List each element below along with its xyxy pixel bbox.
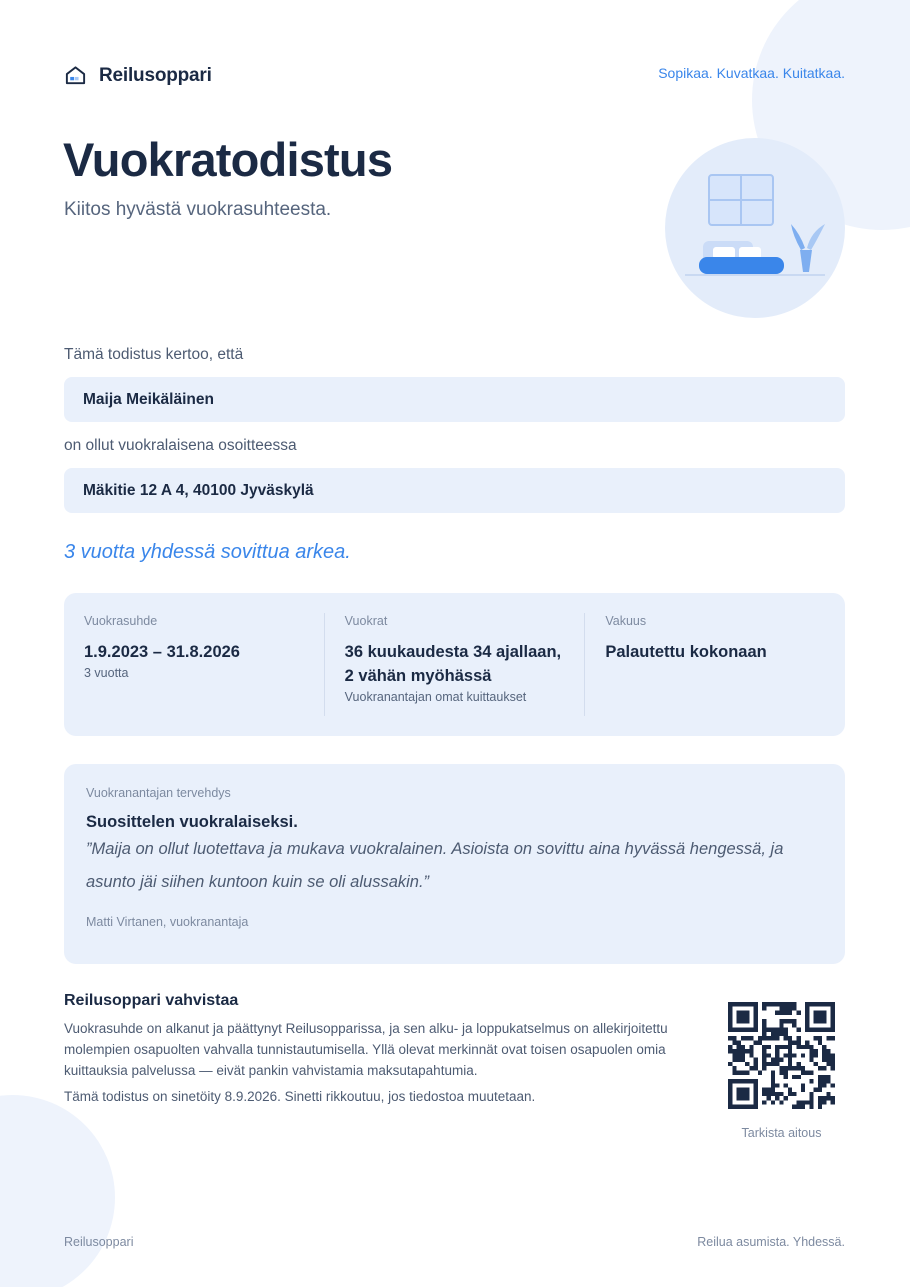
intro-text: Tämä todistus kertoo, että [64, 346, 244, 363]
room-illustration [665, 138, 845, 318]
footer-slogan: Reilua asumista. Yhdessä. [697, 1235, 845, 1249]
brand-logo [64, 64, 212, 87]
stats-panel [64, 593, 845, 736]
page-title: Vuokratodistus [63, 133, 393, 186]
stat-rents [324, 613, 585, 716]
decorative-circle-bottom-left [0, 1095, 115, 1287]
address-intro-text: on ollut vuokralaisena osoitteessa [64, 437, 297, 454]
landlord-greeting-panel [64, 764, 845, 964]
stat-value: 1.9.2023 – 31.8.2026 [84, 643, 240, 661]
qr-code[interactable] [728, 1002, 835, 1109]
window-icon [709, 175, 773, 225]
greeting-signature: Matti Virtanen, vuokranantaja [86, 915, 249, 929]
stat-note: Vuokranantajan omat kuittaukset [344, 690, 527, 704]
greeting-headline: Suosittelen vuokralaiseksi. [86, 813, 298, 831]
stat-value: 36 kuukaudesta 34 ajallaan, 2 vähän myöhässä [344, 643, 562, 685]
footer-brand: Reilusoppari [64, 1235, 134, 1249]
brand-name: Reilusoppari [99, 64, 212, 86]
header-tagline: Sopikaa. Kuvatkaa. Kuitatkaa. [658, 65, 845, 81]
greeting-label: Vuokranantajan tervehdys [86, 786, 231, 800]
stat-label: Vakuus [605, 614, 647, 628]
greeting-quote: ”Maija on ollut luotettava ja mukava vuokralainen. Asioista on sovittu aina hyvässä hengessä, ja asunto jäi siihen kuntoon kuin se oli alussakin.” [86, 840, 784, 891]
stat-note: 3 vuotta [84, 666, 129, 680]
verification-heading: Reilusoppari vahvistaa [64, 992, 239, 1009]
stat-label: Vuokrasuhde [84, 614, 158, 628]
verification-section [64, 992, 704, 1104]
stat-deposit [584, 613, 845, 716]
house-icon [64, 64, 87, 87]
verification-text: Vuokrasuhde on alkanut ja päättynyt Reilusopparissa, ja sen alku- ja loppukatselmus on allekirjoitettu molempien osapuolten vahvalla tunnistautumisella. Yllä olevat merkinnät ovat toisen osapuolen omia kuittauksia palvelussa — eivät pankin vahvistamia maksutapahtumia. [64, 1021, 668, 1078]
stat-tenancy [64, 613, 324, 716]
stat-label: Vuokrat [344, 614, 388, 628]
address-field: Mäkitie 12 A 4, 40100 Jyväskylä [64, 468, 845, 513]
tenant-name-field: Maija Meikäläinen [64, 377, 845, 422]
seal-text: Tämä todistus on sinetöity 8.9.2026. Sinetti rikkoutuu, jos tiedostoa muutetaan. [64, 1089, 536, 1104]
page-subtitle: Kiitos hyvästä vuokrasuhteesta. [64, 199, 332, 220]
qr-caption: Tarkista aitous [741, 1126, 822, 1140]
stat-value: Palautettu kokonaan [605, 643, 767, 661]
highlight-text: 3 vuotta yhdessä sovittua arkea. [64, 541, 351, 563]
